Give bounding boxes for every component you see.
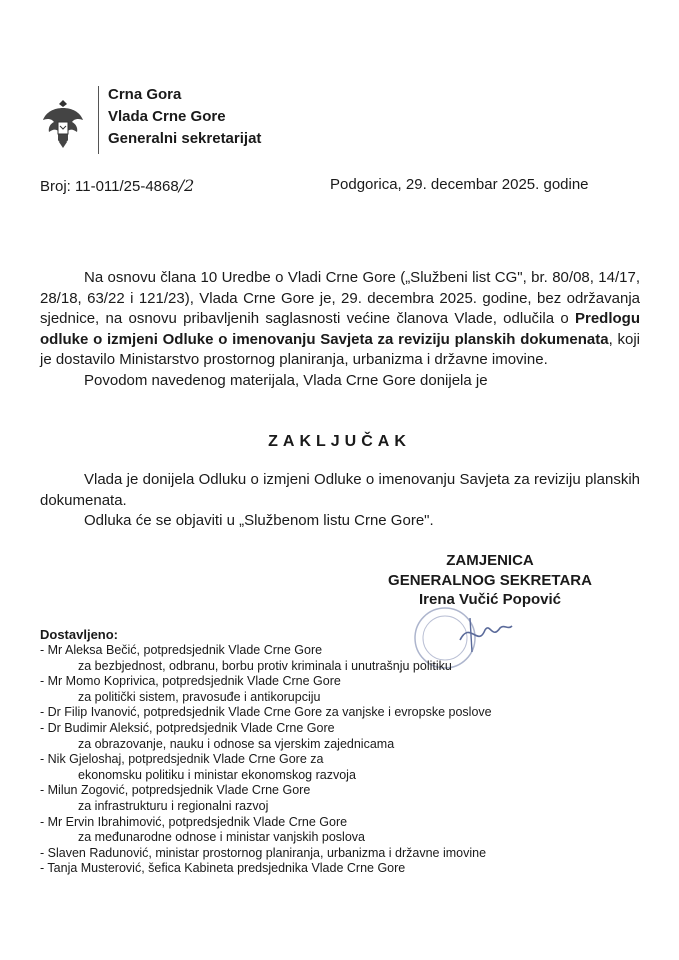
reference-number-text: Broj: 11-011/25-4868 <box>40 178 179 195</box>
signature-title-1: ZAMJENICA <box>446 552 534 569</box>
list-item: - Slaven Radunović, ministar prostornog planiranja, urbanizma i državne imovine <box>40 845 487 860</box>
list-item: za infrastrukturu i regionalni razvoj <box>78 798 269 813</box>
reference-number <box>40 176 194 195</box>
government-name: Vlada Crne Gore <box>108 108 226 125</box>
list-item: - Tanja Musterović, šefica Kabineta predsjednika Vlade Crne Gore <box>40 861 406 876</box>
list-item: - Dr Budimir Aleksić, potpredsjednik Vlade Crne Gore <box>40 720 335 735</box>
body-text <box>40 268 640 391</box>
body-paragraph-1-bold: Predlogu odluke o izmjeni Odluke o imenovanju Savjeta za reviziju planskih dokumenata <box>40 310 640 348</box>
list-item: za obrazovanje, nauku i odnose sa vjerskim zajednicama <box>78 736 395 751</box>
body-paragraph-2: Povodom navedenog materijala, Vlada Crne Gore donijela je <box>84 371 488 389</box>
reference-handwritten-suffix: /2 <box>178 176 195 195</box>
body-paragraph-1 <box>40 268 640 371</box>
place-date: Podgorica, 29. decembar 2025. godine <box>330 176 589 193</box>
signature-title-2: GENERALNOG SEKRETARA <box>388 571 592 589</box>
list-item: za bezbjednost, odbranu, borbu protiv kriminala i unutrašnju politiku <box>78 658 452 673</box>
header-divider <box>98 86 99 154</box>
list-item: - Nik Gjeloshaj, potpredsjednik Vlade Crne Gore za <box>40 752 324 767</box>
list-item: - Mr Momo Koprivica, potpredsjednik Vlade Crne Gore <box>40 674 341 689</box>
decision-paragraph-1: Vlada je donijela Odluku o izmjeni Odluke o imenovanju Savjeta za reviziju planskih dokumenata. <box>40 471 640 509</box>
letterhead <box>108 84 261 150</box>
coat-of-arms-icon <box>40 96 86 150</box>
list-item: - Milun Zogović, potpredsjednik Vlade Crne Gore <box>40 783 311 798</box>
list-item: za međunarodne odnose i ministar vanjskih poslova <box>78 830 365 845</box>
decision-paragraph-2: Odluka će se objaviti u „Službenom listu Crne Gore". <box>84 512 434 529</box>
country-name: Crna Gora <box>108 86 182 103</box>
list-item: za politički sistem, pravosuđe i antikorupciju <box>78 689 321 704</box>
signatory-name: Irena Vučić Popović <box>419 591 561 608</box>
list-item: ekonomsku politiku i ministar ekonomskog razvoja <box>78 767 356 782</box>
body-paragraph-1-text-a: Na osnovu člana 10 Uredbe o Vladi Crne Gore („Službeni list CG", br. 80/08, 14/17, 28/18, 63/22 i 121/23), Vlada Crne Gore je, 29. decembra 2025. godine, bez održavanja sjednice, na osnovu pribavljenih saglasnosti većine članova Vlade, odlučila o <box>40 269 640 327</box>
body-paragraph-1-text-b: , koji je dostavilo Ministarstvo prostornog planiranja, urbanizma i državne imovine. <box>40 330 640 368</box>
distribution-list <box>40 643 640 877</box>
distribution-title: Dostavljeno: <box>40 627 119 642</box>
list-item: - Mr Ervin Ibrahimović, potpredsjednik Vlade Crne Gore <box>40 814 348 829</box>
list-item: - Dr Filip Ivanović, potpredsjednik Vlade Crne Gore za vanjske i evropske poslove <box>40 705 492 720</box>
list-item: - Mr Aleksa Bečić, potpredsjednik Vlade Crne Gore <box>40 643 323 657</box>
document-title: ZAKLJUČAK <box>268 433 411 450</box>
department-name: Generalni sekretarijat <box>108 130 262 147</box>
decision-text <box>40 470 640 532</box>
